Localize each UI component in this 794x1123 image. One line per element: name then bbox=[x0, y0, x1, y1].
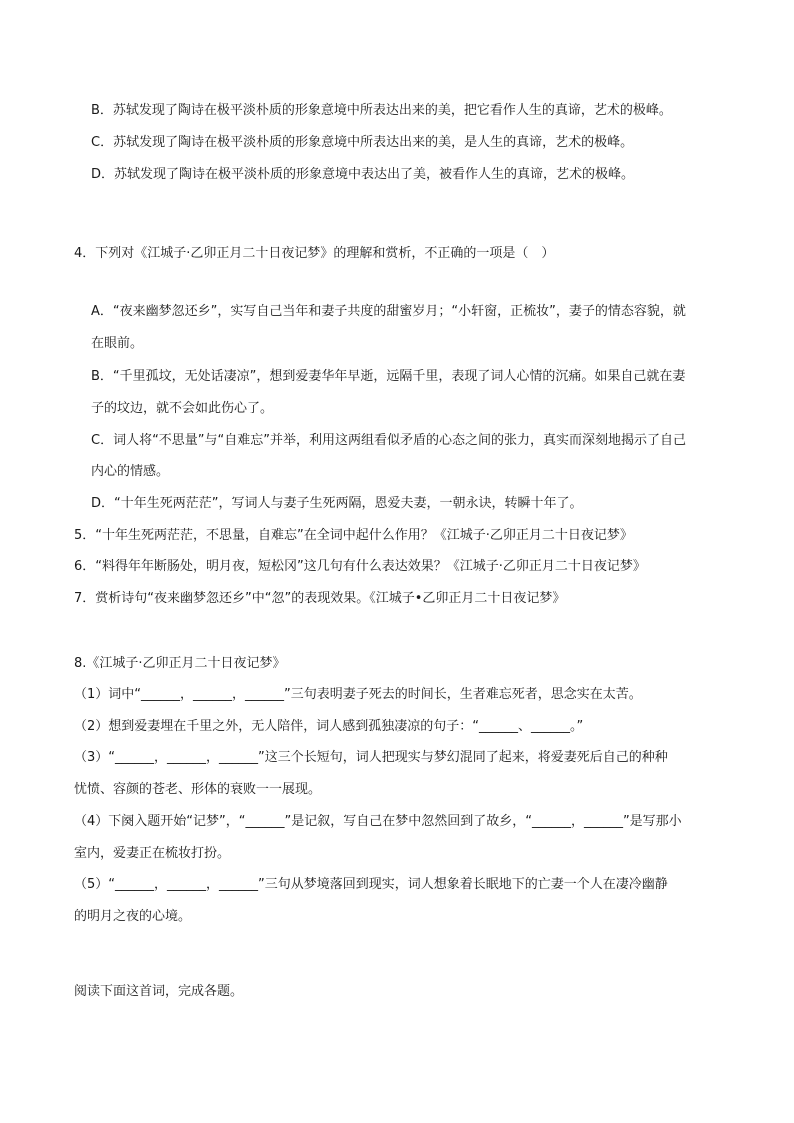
question-7: 7．赏析诗句“夜来幽梦忽还乡”中“忽”的表现效果。《江城子•乙卯正月二十日夜记梦》 bbox=[74, 591, 566, 606]
question-4-option-d-line1: D．“十年生死两茫茫”，写词人与妻子生死两隔，恩爱夫妻，一朝永诀，转瞬十年了。 bbox=[91, 496, 583, 511]
option-label: D． bbox=[91, 167, 115, 182]
question-4-option-b-line1: B．“千里孤坟，无处话凄凉”，想到爱妻华年早逝，远隔千里，表现了词人心情的沉痛。如果自己就在妻 bbox=[91, 369, 686, 384]
question-6: 6．“料得年年断肠处，明月夜，短松冈”这几句有什么表达效果？《江城子·乙卯正月二十日夜记梦》 bbox=[74, 559, 646, 574]
question-8-sub-4-line2: 室内，爱妻正在梳妆打扮。 bbox=[74, 846, 231, 861]
question-4-stem: 4．下列对《江城子·乙卯正月二十日夜记梦》的理解和赏析，不正确的一项是（ ） bbox=[74, 246, 555, 261]
option-text: 苏轼发现了陶诗在极平淡朴质的形象意境中所表达出来的美，把它看作人生的真谛，艺术的极峰。 bbox=[112, 103, 672, 118]
option-text: 苏轼发现了陶诗在极平淡朴质的形象意境中表达出了美，被看作人生的真谛，艺术的极峰。 bbox=[114, 167, 635, 182]
question-8-sub-1: （1）词中“______，______，______”三句表明妻子死去的时间长，生者难忘死者，思念实在太苦。 bbox=[74, 687, 642, 702]
question-8-sub-4-line1: （4）下阕入题开始“记梦”，“______”是记叙，写自己在梦中忽然回到了故乡，“______，______”是写那小 bbox=[74, 814, 682, 829]
question-8-sub-3-line2: 忧愤、容颜的苍老、形体的衰败一一展现。 bbox=[74, 782, 322, 797]
reading-prompt: 阅读下面这首词，完成各题。 bbox=[74, 984, 244, 999]
question-5: 5．“十年生死两茫茫，不思量，自难忘”在全词中起什么作用？《江城子·乙卯正月二十日夜记梦》 bbox=[74, 528, 633, 543]
option-b bbox=[91, 101, 672, 121]
question-8-sub-5-line1: （5）“______，______，______”三句从梦境落回到现实，词人想象着长眠地下的亡妻一个人在凄冷幽静 bbox=[74, 877, 668, 892]
question-8-title: 8.《江城子·乙卯正月二十日夜记梦》 bbox=[74, 656, 286, 671]
option-text: 苏轼发现了陶诗在极平淡朴质的形象意境中所表达出来的美，是人生的真谛，艺术的极峰。 bbox=[113, 135, 634, 150]
question-4-option-a-line2: 在眼前。 bbox=[91, 336, 144, 351]
option-label: B． bbox=[91, 103, 113, 118]
question-4-option-a-line1: A．“夜来幽梦忽还乡”，实写自己当年和妻子共度的甜蜜岁月；“小轩窗，正梳妆”，妻子的情态容貌，就 bbox=[91, 304, 686, 319]
question-4-option-b-line2: 子的坟边，就不会如此伤心了。 bbox=[91, 401, 274, 416]
question-4-option-c-line2: 内心的情感。 bbox=[91, 464, 170, 479]
question-4-option-c-line1: C．词人将“不思量”与“自难忘”并举，利用这两组看似矛盾的心态之间的张力，真实而深刻地揭示了自己 bbox=[91, 433, 687, 448]
question-8-sub-5-line2: 的明月之夜的心境。 bbox=[74, 909, 192, 924]
option-label: C． bbox=[91, 135, 114, 150]
question-8-sub-2: （2）想到爱妻埋在千里之外，无人陪伴，词人感到孤独凄凉的句子：“______、______。” bbox=[74, 719, 584, 734]
option-d bbox=[91, 165, 634, 185]
option-c bbox=[91, 133, 633, 153]
question-8-sub-3-line1: （3）“______，______，______”这三个长短句，词人把现实与梦幻混同了起来，将爱妻死后自己的种种 bbox=[74, 750, 668, 765]
